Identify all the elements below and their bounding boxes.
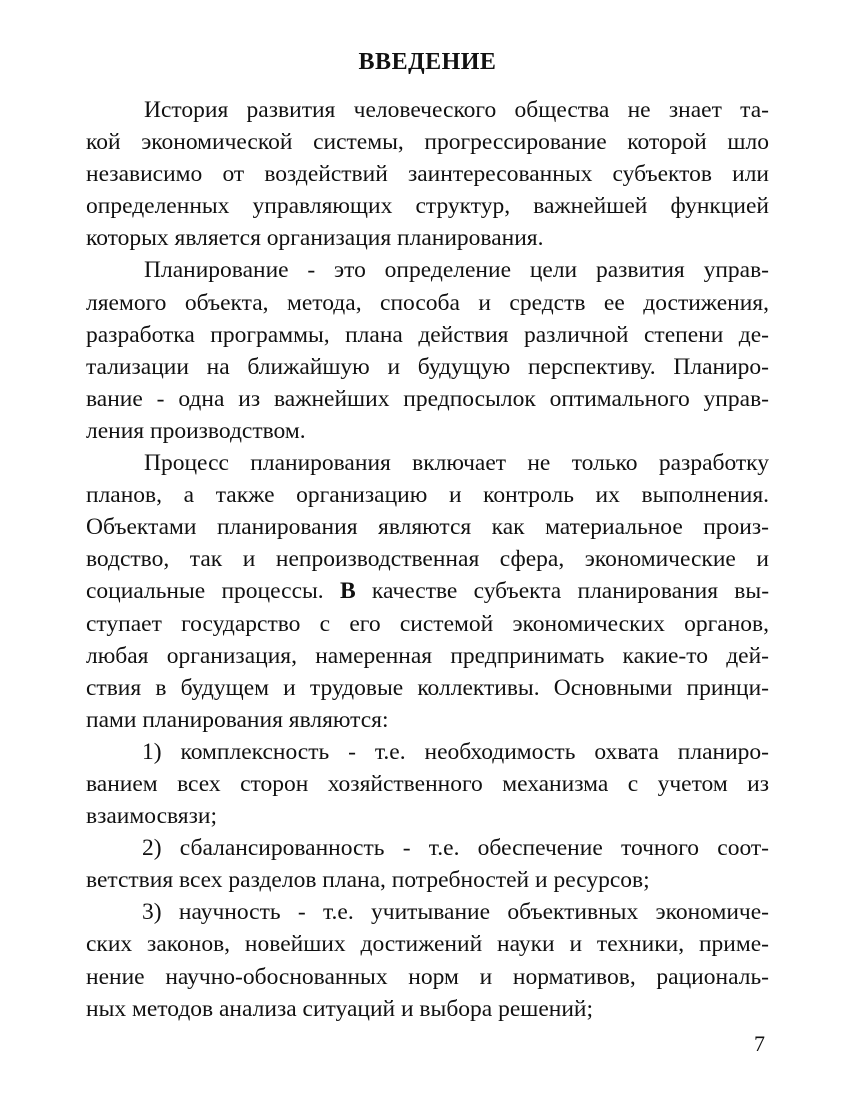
text-line: 1) комплексность - т.е. необходимость охвата планиро- <box>142 738 769 765</box>
text-line: планов, а также организацию и контроль их выполнения. <box>86 482 769 509</box>
paragraph-planning-process <box>86 447 769 736</box>
text-line: ских законов, новейших достижений науки и техники, приме- <box>86 931 769 958</box>
text-line: Планирование - это определение цели развития управ- <box>144 257 769 284</box>
text-line: пами планирования являются: <box>86 706 389 733</box>
text-line: разработка программы, плана действия различной степени де- <box>86 321 769 348</box>
bold-letter: В <box>339 578 356 605</box>
text-line: Объектами планирования являются как материальное произ- <box>86 514 769 541</box>
text-segment: качестве субъекта планирования вы- <box>371 578 770 605</box>
text-line: независимо от воздействий заинтересованных субъектов или <box>86 161 769 188</box>
paragraph-intro <box>86 94 769 254</box>
text-line: История развития человеческого общества не знает та- <box>144 97 769 123</box>
list-item-balance <box>86 832 769 896</box>
text-line: ванием всех сторон хозяйственного механизма с учетом из <box>86 770 769 797</box>
text-line: нение научно-обоснованных норм и нормативов, рациональ- <box>86 963 769 990</box>
text-line: 2) сбалансированность - т.е. обеспечение точного соот- <box>142 835 769 862</box>
paragraph-planning-definition <box>86 254 769 447</box>
page-title: ВВЕДЕНИЕ <box>358 49 497 75</box>
text-line: кой экономической системы, прогрессирование которой шло <box>86 129 769 156</box>
text-segment: социальные процессы. <box>86 578 324 605</box>
list-item-science <box>86 896 769 1024</box>
text-line: тализации на ближайшую и будущую перспективу. Планиро- <box>86 353 769 380</box>
text-line: Процесс планирования включает не только разработку <box>144 450 769 477</box>
page-number: 7 <box>754 1031 765 1056</box>
text-line: водство, так и непроизводственная сфера, экономические и <box>86 546 769 573</box>
text-line: ствия в будущем и трудовые коллективы. Основными принци- <box>86 674 769 701</box>
text-line: 3) научность - т.е. учитывание объективных экономиче- <box>142 899 769 926</box>
text-line: ветствия всех разделов плана, потребностей и ресурсов; <box>86 867 650 894</box>
text-line: вание - одна из важнейших предпосылок оптимального управ- <box>86 385 769 412</box>
text-line: взаимосвязи; <box>86 803 218 830</box>
list-item-complexity <box>86 736 769 832</box>
text-line: ступает государство с его системой экономических органов, <box>86 610 769 637</box>
text-line: любая организация, намеренная предпринимать какие-то дей- <box>86 642 769 669</box>
text-line: ления производством. <box>86 417 306 444</box>
text-line: ных методов анализа ситуаций и выбора решений; <box>86 995 594 1022</box>
text-line: которых является организация планирования. <box>86 225 544 252</box>
text-line-mixed <box>86 575 769 607</box>
text-line: ляемого объекта, метода, способа и средств ее достижения, <box>86 289 769 316</box>
text-line: определенных управляющих структур, важнейшей функцией <box>86 193 769 220</box>
